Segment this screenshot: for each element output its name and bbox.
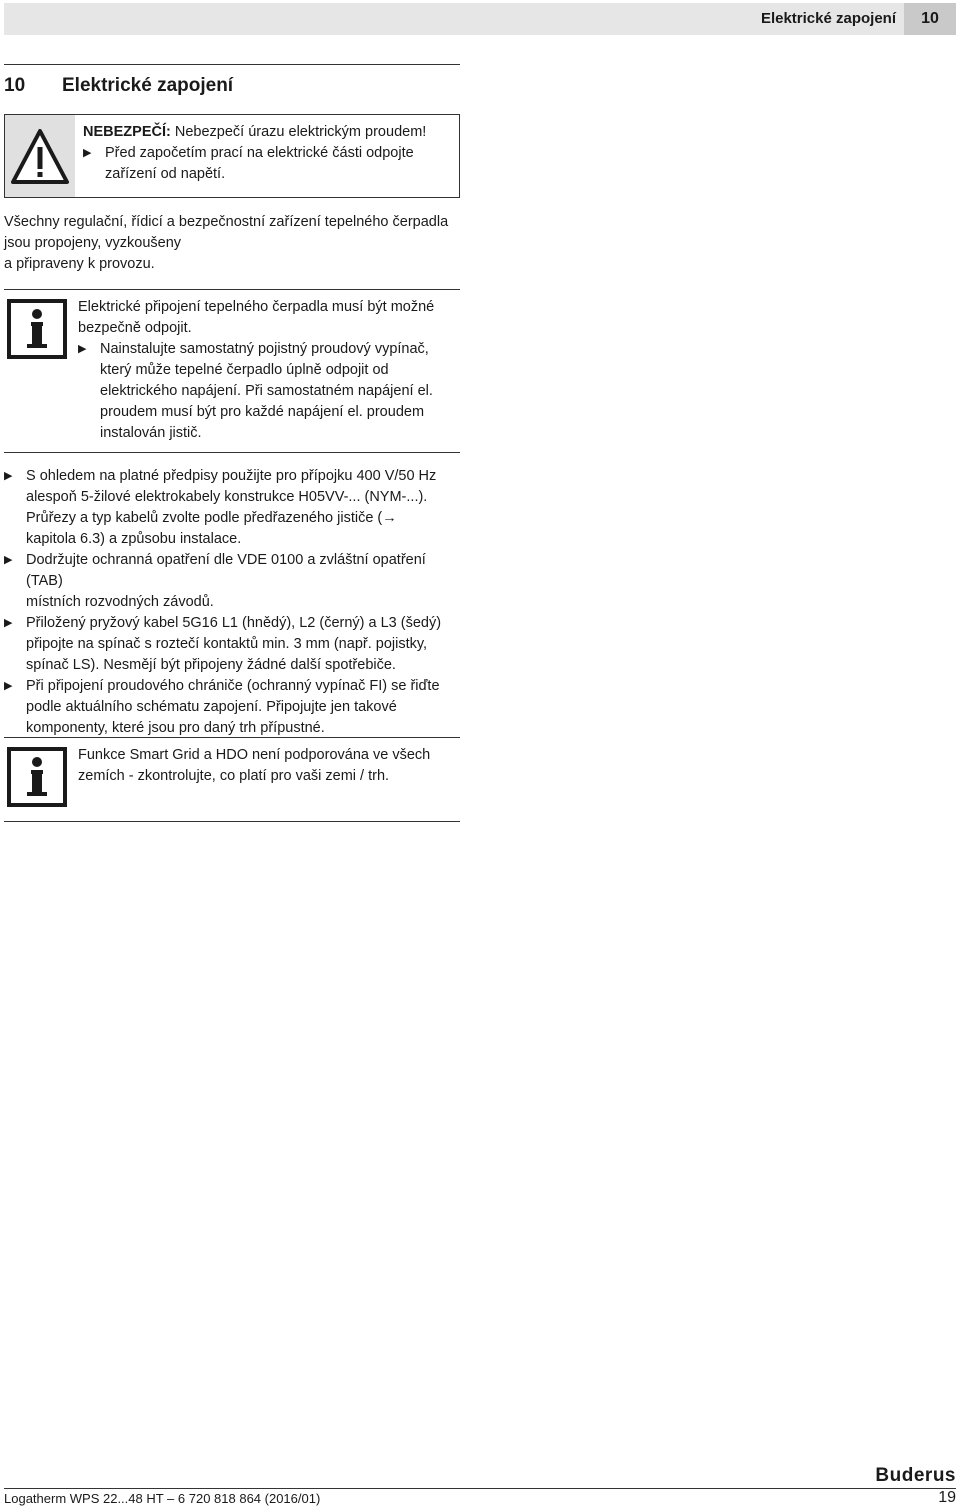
danger-notice xyxy=(4,114,460,198)
section-number: 10 xyxy=(4,75,26,96)
danger-text xyxy=(83,122,453,185)
bullet-arrow-icon: ▶ xyxy=(4,554,13,566)
section-title xyxy=(4,74,233,98)
section-heading: Elektrické zapojení xyxy=(62,75,234,96)
warning-triangle-icon xyxy=(10,127,70,187)
list-item-line: připojte na spínač s roztečí kontaktů min. 3 mm (např. pojistky, xyxy=(26,636,428,652)
list-item-line: Průřezy a typ kabelů zvolte podle předřazeného jističe (→ xyxy=(26,510,397,526)
divider xyxy=(4,452,460,453)
list-item-line: Dodržujte ochranná opatření dle VDE 0100 a zvláštní opatření (TAB) xyxy=(26,552,426,589)
warning-icon-cell xyxy=(5,115,75,197)
list-item-line: komponenty, které jsou pro daný trh přípustné. xyxy=(26,720,325,736)
header-title: Elektrické zapojení xyxy=(760,10,896,27)
document-reference: Logatherm WPS 22...48 HT – 6 720 818 864 (2016/01) xyxy=(4,1491,321,1506)
list-item-line: alespoň 5-žilové elektrokabely konstrukce H05VV-... (NYM-...). xyxy=(26,489,428,505)
info-line2: bezpečně odpojit. xyxy=(78,320,192,336)
divider xyxy=(4,289,460,290)
intro-line2: jsou propojeny, vyzkoušeny xyxy=(4,235,182,251)
list-item-line: místních rozvodných závodů. xyxy=(26,594,214,610)
danger-label: NEBEZPEČÍ: xyxy=(83,124,171,140)
list-item xyxy=(4,466,460,550)
footer-divider xyxy=(4,1488,956,1489)
divider xyxy=(4,64,460,65)
info-icon xyxy=(7,747,67,807)
intro-paragraph xyxy=(4,212,460,275)
bullet-arrow-icon: ▶ xyxy=(83,147,92,159)
instruction-list xyxy=(4,466,460,739)
intro-line3: a připraveny k provozu. xyxy=(4,256,155,272)
list-item-line: podle aktuálního schématu zapojení. Připojujte jen takové xyxy=(26,699,397,715)
bullet-arrow-icon: ▶ xyxy=(78,343,87,355)
info-bullet-line5: instalován jistič. xyxy=(100,425,202,441)
header-chapter-number: 10 xyxy=(904,3,956,35)
list-item-line: spínač LS). Nesmějí být připojeny žádné další spotřebiče. xyxy=(26,657,396,673)
info-line1: Funkce Smart Grid a HDO není podporována ve všech xyxy=(78,747,431,763)
danger-instruction-line1: Před započetím prací na elektrické části odpojte xyxy=(105,145,414,161)
divider xyxy=(4,821,460,822)
info-bullet-line4: proudem musí být pro každé napájení el. proudem xyxy=(100,404,425,420)
info-notice-smart-grid xyxy=(78,745,458,787)
info-line2: zemích - zkontrolujte, co platí pro vaši zemi / trh. xyxy=(78,768,390,784)
page-number: 19 xyxy=(938,1489,956,1506)
bullet-arrow-icon: ▶ xyxy=(4,680,13,692)
info-bullet-line3: elektrického napájení. Při samostatném napájení el. xyxy=(100,383,433,399)
info-icon xyxy=(7,299,67,359)
list-item-line: Při připojení proudového chrániče (ochranný vypínač FI) se řiďte xyxy=(26,678,440,694)
list-item-line: S ohledem na platné předpisy použijte pro přípojku 400 V/50 Hz xyxy=(26,468,437,484)
divider xyxy=(4,737,460,738)
danger-instruction-line2: zařízení od napětí. xyxy=(105,166,226,182)
page-header xyxy=(4,3,956,35)
bullet-arrow-icon: ▶ xyxy=(4,470,13,482)
info-line1: Elektrické připojení tepelného čerpadla musí být možné xyxy=(78,299,435,315)
list-item xyxy=(4,550,460,613)
brand-logo: Buderus xyxy=(875,1465,956,1486)
list-item-line: kapitola 6.3) a způsobu instalace. xyxy=(26,531,242,547)
list-item-line: Přiložený pryžový kabel 5G16 L1 (hnědý), L2 (černý) a L3 (šedý) xyxy=(26,615,442,631)
info-notice-power-disconnect xyxy=(78,297,458,444)
intro-line1: Všechny regulační, řídicí a bezpečnostní zařízení tepelného čerpadla xyxy=(4,214,449,230)
danger-message: Nebezpečí úrazu elektrickým proudem! xyxy=(170,124,427,140)
info-bullet-line1: Nainstalujte samostatný pojistný proudový vypínač, xyxy=(100,341,429,357)
list-item xyxy=(4,676,460,739)
info-bullet-line2: který může tepelné čerpadlo úplně odpojit od xyxy=(100,362,389,378)
list-item xyxy=(4,613,460,676)
bullet-arrow-icon: ▶ xyxy=(4,617,13,629)
